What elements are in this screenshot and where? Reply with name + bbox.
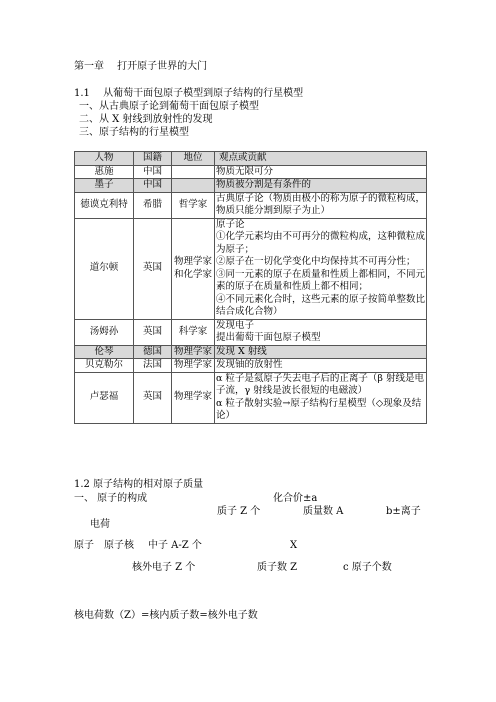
- cell-views: [215, 345, 427, 359]
- scientists-table: [74, 151, 427, 424]
- view-line: ④不同元素化合时，这些元素的原子按简单整数比结合成化合物）: [216, 293, 426, 317]
- section-1-2-sub: 一、 原子的构成: [74, 493, 148, 504]
- cell-name: 墨子: [75, 179, 134, 193]
- view-line: 物质被分割是有条件的: [216, 179, 312, 190]
- cell-views: [215, 165, 427, 179]
- cell-role: 物理学家: [172, 345, 215, 359]
- ion-charge-label-cont: 电荷: [90, 519, 110, 530]
- view-line: ①化学元素均由不可再分的微粒构成，这种微粒成为原子；: [216, 231, 426, 255]
- cell-views: [215, 192, 427, 218]
- section-1-1-item-1: 一、从古典原子论到葡萄干面包原子模型: [79, 101, 259, 112]
- cell-nation: 德国: [134, 345, 172, 359]
- view-line: 发现 X 射线: [216, 345, 267, 357]
- table-row: [75, 359, 427, 373]
- cell-role: [172, 179, 215, 193]
- view-line: α 粒子是氦原子失去电子后的正离子（β 射线是电子流，γ 射线是波长很短的电磁波）: [216, 372, 424, 396]
- table-row: [75, 165, 427, 179]
- cell-nation: 法国: [134, 359, 172, 373]
- table-row: [75, 345, 427, 359]
- cell-nation: 中国: [134, 179, 172, 193]
- atom-label: 原子: [74, 540, 94, 551]
- view-line: 古典原子论（物质由极小的称为原子的微粒构成，物质只能分割到原子为止）: [216, 192, 426, 216]
- cell-name: 道尔顿: [75, 218, 134, 319]
- ion-charge-label: b±离子: [386, 506, 421, 517]
- header-nationality: 国籍: [134, 152, 172, 166]
- cell-role: 物理学家: [172, 359, 215, 373]
- table-row: [75, 372, 427, 423]
- view-line: 提出葡萄干面包原子模型: [216, 332, 321, 343]
- view-line: 发现电子: [216, 319, 255, 331]
- section-1-1-title: 1.1 从葡萄干面包原子模型到原子结构的行星模型: [74, 88, 304, 99]
- view-line: 发现铀的放射性: [216, 359, 283, 370]
- cell-nation: 英国: [134, 372, 172, 423]
- cell-name: 德谟克利特: [75, 192, 134, 218]
- chapter-title: 第一章 打开原子世界的大门: [74, 61, 208, 72]
- view-line: α 粒子散射实验→原子结构行星模型（◇现象及结论）: [216, 397, 422, 421]
- table-row: [75, 192, 427, 218]
- nuclear-charge-formula: 核电荷数（Z）=核内质子数=核外电子数: [74, 610, 258, 621]
- atomic-number-label: 质子数 Z: [257, 562, 298, 573]
- table-row: [75, 218, 427, 319]
- cell-role: 哲学家: [172, 192, 215, 218]
- cell-name: 卢瑟福: [75, 372, 134, 423]
- header-status: 地位: [172, 152, 215, 166]
- valence-label: 化合价±a: [273, 493, 318, 504]
- cell-nation: 英国: [134, 319, 172, 345]
- cell-nation: 英国: [134, 218, 172, 319]
- mass-number-label: 质量数 A: [303, 506, 344, 517]
- view-line: 物质无限可分: [216, 165, 274, 177]
- table-row: [75, 179, 427, 193]
- cell-views: [215, 218, 427, 319]
- cell-nation: 希腊: [134, 192, 172, 218]
- cell-role: 物理学家: [172, 372, 215, 423]
- section-1-1-item-3: 三、原子结构的行星模型: [79, 127, 189, 138]
- neutrons-label: 中子 A-Z 个: [148, 540, 202, 551]
- cell-role: 物理学家和化学家: [172, 218, 215, 319]
- cell-name: 惠施: [75, 165, 134, 179]
- electrons-label: 核外电子 Z 个: [132, 562, 196, 573]
- cell-name: 伦琴: [75, 345, 134, 359]
- view-line: ②原子在一切化学变化中均保持其不可再分性；: [216, 256, 416, 267]
- cell-views: [215, 359, 427, 373]
- header-person: 人物: [75, 152, 134, 166]
- view-line: 原子论: [216, 218, 245, 230]
- cell-role: [172, 165, 215, 179]
- cell-role: 科学家: [172, 319, 215, 345]
- element-symbol: X: [290, 540, 298, 551]
- cell-nation: 中国: [134, 165, 172, 179]
- cell-name: 贝克勒尔: [75, 359, 134, 373]
- table-row: [75, 319, 427, 345]
- section-1-1-item-2: 二、从 X 射线到放射性的发现: [79, 114, 213, 125]
- protons-label: 质子 Z 个: [217, 506, 261, 517]
- atom-count-label: c 原子个数: [343, 562, 392, 573]
- cell-name: 汤姆孙: [75, 319, 134, 345]
- cell-views: [215, 372, 427, 423]
- header-views: 观点或贡献: [215, 152, 427, 166]
- section-1-2-title: 1.2 原子结构的相对原子质量: [74, 479, 204, 490]
- cell-views: [215, 319, 427, 345]
- nucleus-label: 原子核: [104, 540, 134, 551]
- table-header-row: [75, 152, 427, 166]
- view-line: ③同一元素的原子在质量和性质上都相同，不同元素的原子在质量和性质上都不相同；: [216, 268, 426, 292]
- cell-views: [215, 179, 427, 193]
